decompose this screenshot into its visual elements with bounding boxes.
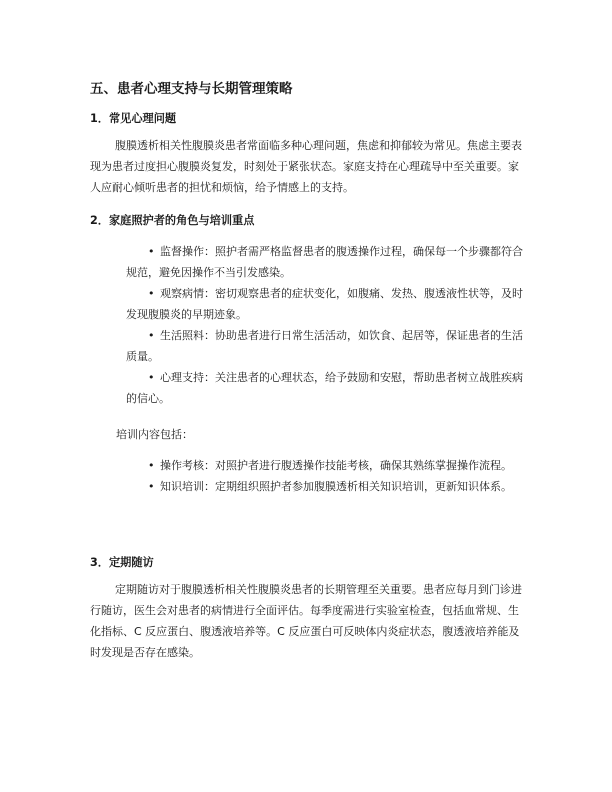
heading-follow-up: 3．定期随访 [90,556,154,569]
list-item [126,455,528,476]
bullet-icon: • [148,459,155,472]
list-item [126,367,528,409]
paragraph-psych-issues: 腹膜透析相关性腹膜炎患者常面临多种心理问题，焦虑和抑郁较为常见。焦虑主要表现为患者过度担心腹膜炎复发，时刻处于紧张状态。家庭支持在心理疏导中至关重要。家人应耐心倾听患者的担忧和烦恼，给予情感上的支持。 [90,139,522,194]
bullet-icon: • [148,371,155,384]
caregiver-role-list [126,241,528,409]
heading-caregiver-role: 2．家庭照护者的角色与培训重点 [90,214,255,227]
list-item-text: 操作考核：对照护者进行腹透操作技能考核，确保其熟练掌握操作流程。 [160,459,512,472]
list-item [126,476,528,497]
bullet-icon: • [148,480,155,493]
list-item-text: 心理支持：关注患者的心理状态，给予鼓励和安慰，帮助患者树立战胜疾病的信心。 [126,371,523,405]
list-item [126,283,528,325]
paragraph-follow-up: 定期随访对于腹膜透析相关性腹膜炎患者的长期管理至关重要。患者应每月到门诊进行随访，医生会对患者的病情进行全面评估。每季度需进行实验室检查，包括血常规、生化指标、C 反应蛋白、腹透液培养等。C 反应蛋白可反映体内炎症状态，腹透液培养能及时发现是否存在感染。 [90,583,522,659]
bullet-icon: • [148,329,155,342]
bullet-icon: • [148,245,155,258]
list-item-text: 知识培训：定期组织照护者参加腹膜透析相关知识培训，更新知识体系。 [160,480,512,493]
list-item [126,325,528,367]
heading-psych-issues: 1．常见心理问题 [90,112,177,125]
bullet-icon: • [148,287,155,300]
list-item-text: 观察病情：密切观察患者的症状变化，如腹痛、发热、腹透液性状等，及时发现腹膜炎的早期迹象。 [126,287,523,321]
list-item-text: 生活照料：协助患者进行日常生活活动，如饮食、起居等，保证患者的生活质量。 [126,329,523,363]
list-item [126,241,528,283]
training-list [126,455,528,497]
list-item-text: 监督操作：照护者需严格监督患者的腹透操作过程，确保每一个步骤都符合规范，避免因操作不当引发感染。 [126,245,523,279]
section-title: 五、患者心理支持与长期管理策略 [90,81,293,97]
training-intro: 培训内容包括： [116,428,193,441]
